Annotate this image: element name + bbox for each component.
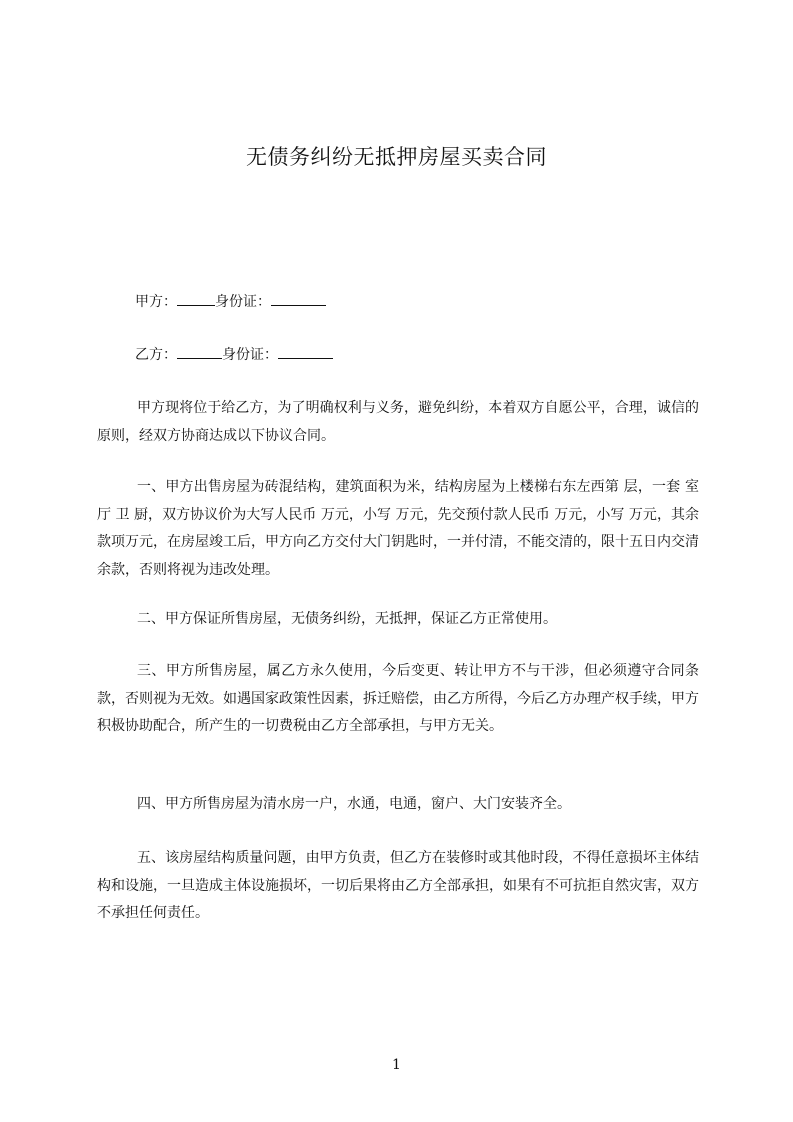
party-a-label: 甲方： xyxy=(135,294,177,310)
party-a-name-blank xyxy=(177,291,215,306)
paragraph-clause-5: 五、该房屋结构质量问题，由甲方负责，但乙方在装修时或其他时段，不得任意损坏主体结构和设施，一旦造成主体设施损坏，一切后果将由乙方全部承担，如果有不可抗拒自然灾害，双方不承担任何责任。 xyxy=(97,850,699,921)
party-a-id-label: 身份证： xyxy=(215,294,271,310)
party-b-id-blank xyxy=(278,344,333,359)
paragraph-clause-3: 三、甲方所售房屋，属乙方永久使用，今后变更、转让甲方不与干涉，但必须遵守合同条款，否则视为无效。如遇国家政策性因素，拆迁赔偿，由乙方所得，今后乙方办理产权手续，甲方积极协助配合，所产生的一切费税由乙方全部承担，与甲方无关。 xyxy=(97,663,699,734)
page-number: 1 xyxy=(392,1057,401,1073)
paragraph-clause-4: 四、甲方所售房屋为清水房一户，水通，电通，窗户、大门安装齐全。 xyxy=(137,796,571,812)
paragraph-clause-1: 一、甲方出售房屋为砖混结构，建筑面积为米，结构房屋为上楼梯右东左西第 层，一套 室 厅 卫 厨，双方协议价为大写人民币 万元，小写 万元，先交预付款人民币 万元，小写 万元，其余款项万元，在房屋竣工后，甲方向乙方交付大门钥匙时，一并付清，不能交清的，限十五日内交清余款，否则将视为违改处理。 xyxy=(97,479,699,578)
party-b-name-blank xyxy=(177,344,222,359)
party-a-line xyxy=(135,291,326,312)
party-b-id-label: 身份证： xyxy=(222,347,278,363)
document-title: 无债务纠纷无抵押房屋买卖合同 xyxy=(246,145,547,169)
party-a-id-blank xyxy=(271,291,326,306)
paragraph-clause-2: 二、甲方保证所售房屋，无债务纠纷，无抵押，保证乙方正常使用。 xyxy=(137,611,557,627)
party-b-label: 乙方： xyxy=(135,347,177,363)
party-b-line xyxy=(135,344,333,365)
paragraph-intro: 甲方现将位于给乙方，为了明确权利与义务，避免纠纷，本着双方自愿公平，合理，诚信的原则，经双方协商达成以下协议合同。 xyxy=(97,400,699,444)
